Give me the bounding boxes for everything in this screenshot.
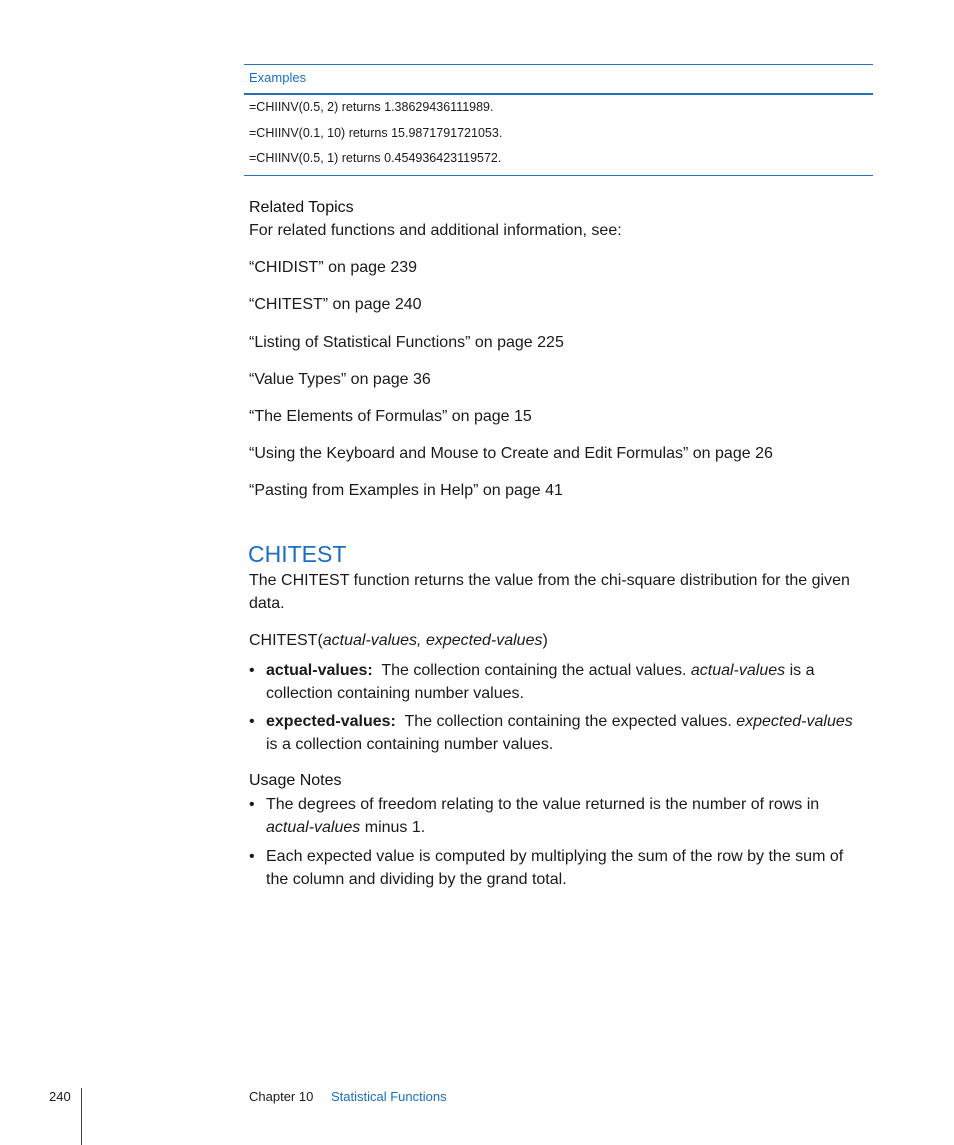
footer-chapter: Chapter 10 [249,1089,314,1104]
page-number: 240 [49,1089,71,1104]
usage-note-italic: actual-values [266,819,361,836]
related-link-value-types[interactable]: “Value Types” on page 36 [249,371,431,388]
section-title: CHITEST [248,541,347,567]
argument-italic: actual-values [690,662,786,679]
argument-name: actual-values: [266,662,373,679]
syntax-arguments: actual-values, expected-values [322,632,543,649]
usage-note-1 [266,793,866,839]
example-line: =CHIINV(0.1, 10) returns 15.9871791721053. [249,126,503,140]
related-link-keyboard-mouse[interactable]: “Using the Keyboard and Mouse to Create and Edit Formulas” on page 26 [249,445,773,462]
bullet-icon: • [249,713,255,730]
related-link-chidist[interactable]: “CHIDIST” on page 239 [249,259,418,276]
related-link-statistical-functions[interactable]: “Listing of Statistical Functions” on page 225 [249,334,564,351]
usage-note-2: Each expected value is computed by multiplying the sum of the row by the sum of the column and dividing by the grand total. [266,848,844,888]
examples-bottom-rule [244,175,873,176]
argument-italic: expected-values [736,713,853,730]
argument-name: expected-values: [266,713,396,730]
argument-expected-values [266,710,866,756]
description-line-2: data. [249,595,285,612]
related-link-chitest[interactable]: “CHITEST” on page 240 [249,296,422,313]
argument-description-rest: is a collection containing number values. [266,662,815,702]
example-line: =CHIINV(0.5, 2) returns 1.38629436111989. [249,100,494,114]
usage-notes-heading: Usage Notes [249,772,342,789]
usage-note-rest: minus 1. [364,819,426,836]
argument-description: The collection containing the expected values. [404,713,732,730]
usage-note-text: The degrees of freedom relating to the value returned is the number of rows in [266,796,820,813]
syntax-open-paren: ( [317,632,323,649]
examples-heading: Examples [249,70,307,85]
bullet-icon: • [249,662,255,679]
examples-header-rule [244,93,873,95]
syntax-close-paren: ) [542,632,548,649]
syntax-function-name: CHITEST [249,632,318,649]
bullet-icon: • [249,848,255,865]
argument-description: The collection containing the actual values. [381,662,687,679]
function-syntax [249,632,548,650]
argument-actual-values [266,659,866,705]
footer-chapter-name[interactable]: Statistical Functions [331,1089,447,1104]
related-link-elements-of-formulas[interactable]: “The Elements of Formulas” on page 15 [249,408,532,425]
related-link-pasting-examples[interactable]: “Pasting from Examples in Help” on page 41 [249,482,563,499]
example-line: =CHIINV(0.5, 1) returns 0.454936423119572. [249,151,502,165]
footer-divider [81,1088,82,1145]
related-topics-heading: Related Topics [249,199,354,216]
argument-description-rest: is a collection containing number values. [266,736,554,753]
examples-top-rule [244,64,873,65]
description-line-1: The CHITEST function returns the value from the chi-square distribution for the given [249,572,850,589]
bullet-icon: • [249,796,255,813]
related-topics-intro: For related functions and additional information, see: [249,222,622,239]
